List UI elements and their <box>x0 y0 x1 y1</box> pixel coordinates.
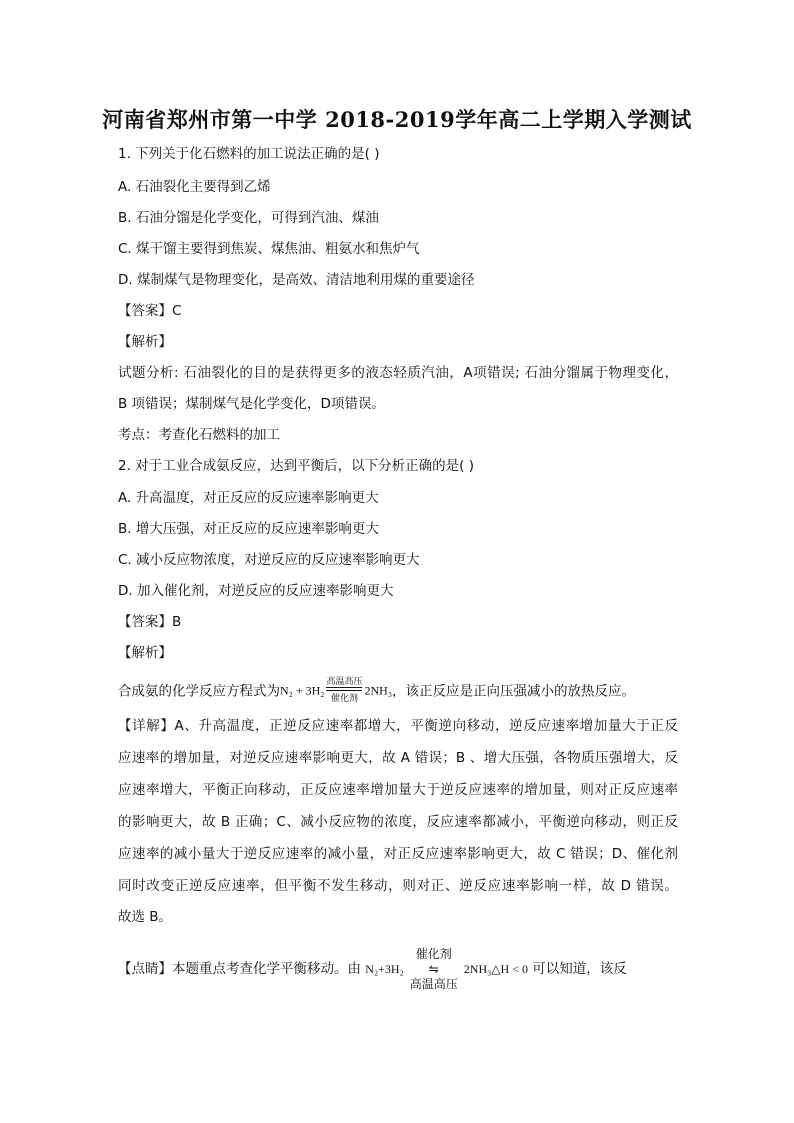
comment-condition-bottom: 高温高压 <box>409 977 458 991</box>
question-2-option-d: D. 加入催化剂，对逆反应的反应速率影响更大 <box>118 583 394 599</box>
detail-line-4: 的影响更大，故 B 正确；C、减小反应物的浓度，反应速率都减小，平衡逆向移动，则正反 <box>118 814 678 830</box>
comment-reactants: N₂+3H₂ <box>365 962 404 976</box>
question-2-comment <box>118 946 627 992</box>
equation-conclusion-text: ，该正反应是正向压强减小的放热反应。 <box>392 683 635 700</box>
comment-reaction-condition <box>410 946 458 992</box>
detail-line-3: 应速率增大，平衡正向移动，正反应速率增加量大于逆反应速率的增加量，则对正反应速率 <box>118 782 678 798</box>
question-1-option-a: A. 石油裂化主要得到乙烯 <box>118 179 271 195</box>
comment-intro-text: 【点睛】本题重点考查化学平衡移动。由 <box>118 961 366 977</box>
equals-bar-icon <box>326 690 362 692</box>
detail-line-2: 应速率的增加量，对逆反应速率影响更大，故 A 错误；B 、增大压强，各物质压强增大，反 <box>118 750 678 766</box>
equation-intro-text: 合成氨的化学反应方程式为 <box>118 683 280 700</box>
question-2-equation-line <box>118 678 635 705</box>
question-1-analysis-line-1: 试题分析: 石油裂化的目的是获得更多的液态轻质汽油，A项错误; 石油分馏属于物理变化， <box>118 365 678 381</box>
equation-reactants: N₂ + 3H₂ <box>280 683 325 698</box>
equals-bar-icon <box>326 687 362 689</box>
question-2-option-b: B. 增大压强，对正反应的反应速率影响更大 <box>118 521 379 537</box>
question-1-option-b: B. 石油分馏是化学变化，可得到汽油、煤油 <box>118 210 379 226</box>
question-1-option-d: D. 煤制煤气是物理变化，是高效、清洁地利用煤的重要途径 <box>118 272 475 288</box>
question-2-stem: 2. 对于工业合成氨反应，达到平衡后，以下分析正确的是( ) <box>118 458 474 474</box>
question-1-analysis-line-2: B 项错误；煤制煤气是化学变化，D项错误。 <box>118 396 385 412</box>
equation-products: 2NH₃ <box>364 683 392 698</box>
reaction-equation <box>280 678 392 705</box>
comment-continuation-text: 可以知道，该反 <box>527 961 627 977</box>
question-2-option-c: C. 减小反应物浓度，对逆反应的反应速率影响更大 <box>118 552 420 568</box>
question-1-point: 考点：考查化石燃料的加工 <box>118 427 280 443</box>
detail-line-6: 同时改变正逆反应速率，但平衡不发生移动，则对正、逆反应速率影响一样，故 D 错误。 <box>118 878 678 894</box>
question-1-option-c: C. 煤干馏主要得到焦炭、煤焦油、粗氨水和焦炉气 <box>118 241 420 257</box>
question-1-stem: 1. 下列关于化石燃料的加工说法正确的是( ) <box>118 146 380 162</box>
detail-line-1: 【详解】A、升高温度，正逆反应速率都增大，平衡逆向移动，逆反应速率增加量大于正反 <box>118 718 678 734</box>
question-2-answer: 【答案】B <box>118 614 182 630</box>
comment-products: 2NH₃△H < 0 <box>463 962 528 976</box>
question-2-option-a: A. 升高温度，对正反应的反应速率影响更大 <box>118 490 379 506</box>
question-1-analysis-heading: 【解析】 <box>118 334 172 350</box>
detail-line-5: 应速率的减小量大于逆反应速率的减小量，对正反应速率影响更大，故 C 错误；D、催化剂 <box>118 846 678 862</box>
reaction-condition <box>326 676 362 703</box>
condition-top: 高温高压 <box>326 676 363 686</box>
question-1-answer: 【答案】C <box>118 303 182 319</box>
comment-condition-top: 催化剂 <box>415 947 452 961</box>
equilibrium-arrow-icon: ⇋ <box>428 962 439 976</box>
condition-bottom: 催化剂 <box>330 693 358 703</box>
question-2-conclusion: 故选 B。 <box>118 909 173 925</box>
document-title: 河南省郑州市第一中学 2018-2019学年高二上学期入学测试 <box>102 107 692 132</box>
question-2-analysis-heading: 【解析】 <box>118 645 172 661</box>
